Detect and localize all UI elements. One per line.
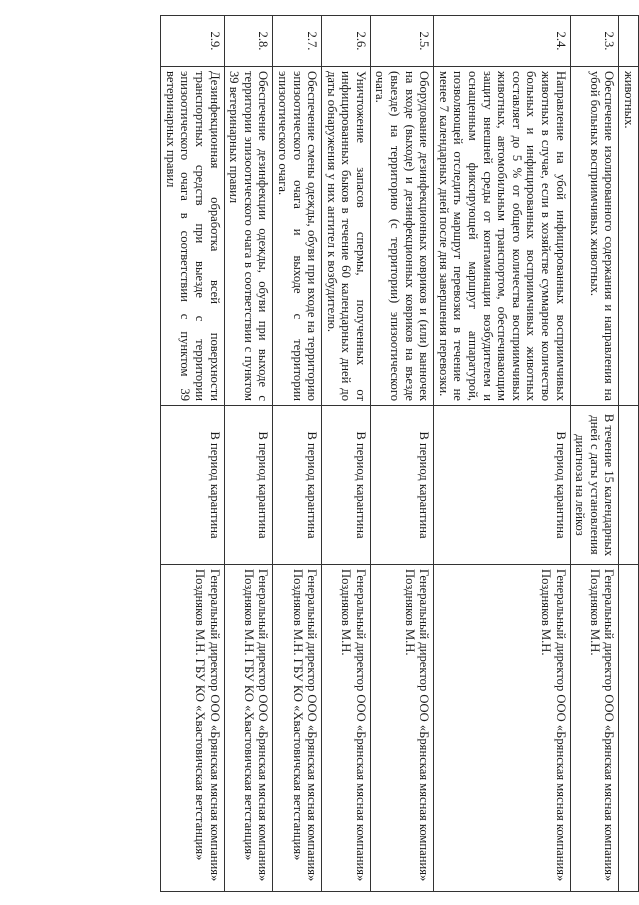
term-text: В течение 15 календарных дней с даты установления диагноза на лейкоз <box>570 406 619 565</box>
row-number: 2.7. <box>273 16 322 67</box>
term-text <box>619 406 639 565</box>
responsible-text: Генеральный директор ООО «Брянская мясная компания» Поздняков М.Н. <box>570 565 619 892</box>
responsible-text: Генеральный директор ООО «Брянская мясная компания» Поздняков М.Н. ГБУ КО «Хвастовичская ветстанция» <box>161 565 224 892</box>
rotated-sheet <box>49 15 639 882</box>
term-text: В период карантина <box>161 406 224 565</box>
measure-text: Дезинфекционная обработка всей поверхности транспортных средств при выезде с территории эпизоотического очага в соответствии с пунктом 39 ветеринарных правил <box>161 67 224 406</box>
table-row <box>224 16 273 892</box>
row-number <box>619 16 639 67</box>
responsible-text <box>619 565 639 892</box>
table-row <box>322 16 371 892</box>
table-row <box>161 16 224 892</box>
table-row <box>619 16 639 892</box>
row-number: 2.6. <box>322 16 371 67</box>
term-text: В период карантина <box>322 406 371 565</box>
row-number: 2.3. <box>570 16 619 67</box>
measure-text: Обеспечение дезинфекции одежды, обуви при выходе с территории эпизоотического очага в соответствии с пунктом 39 ветеринарных правил <box>224 67 273 406</box>
term-text: В период карантина <box>224 406 273 565</box>
measure-text: животных. <box>619 67 639 406</box>
term-text: В период карантина <box>434 406 570 565</box>
table-row <box>570 16 619 892</box>
responsible-text: Генеральный директор ООО «Брянская мясная компания» Поздняков М.Н. ГБУ КО «Хвастовичская ветстанция» <box>224 565 273 892</box>
row-number: 2.4. <box>434 16 570 67</box>
measure-text: Обеспечение смены одежды, обуви при входе на территорию эпизоотического очага и выходе с территории эпизоотического очага. <box>273 67 322 406</box>
measure-text: Обеспечение изолированного содержания и направления на убой больных восприимчивых животных. <box>570 67 619 406</box>
row-number: 2.8. <box>224 16 273 67</box>
responsible-text: Генеральный директор ООО «Брянская мясная компания» Поздняков М.Н. <box>370 565 433 892</box>
measure-text: Уничтожение запасов спермы, полученных от инфицированных быков в течение 60 календарных дней до даты обнаружения у них антител к возбудителю. <box>322 67 371 406</box>
table-row <box>370 16 433 892</box>
measure-text: Оборудование дезинфекционных ковриков и (или) ванночек на входе (выходе) и дезинфекционных ковриков на въезде (выезде) на территорию (с территории) эпизоотического очага. <box>370 67 433 406</box>
responsible-text: Генеральный директор ООО «Брянская мясная компания» Поздняков М.Н. ГБУ КО «Хвастовичская ветстанция» <box>273 565 322 892</box>
term-text: В период карантина <box>273 406 322 565</box>
table-row <box>434 16 570 892</box>
measures-table <box>160 15 639 892</box>
measure-text: Направление на убой инфицированных восприимчивых животных в случае, если в хозяйстве суммарное количество больных и инфицированных восприимчивых животных составляет до 5 % от общего количества восприимчивых животных, автомобильным транспортом, обеспечивающим защиту внешней среды от контаминации возбудителем и оснащенным фиксирующей маршрут аппаратурой, позволяющей отследить маршрут перевозки в течение не менее 7 календарных дней после дня завершения перевозки. <box>434 67 570 406</box>
table-row <box>273 16 322 892</box>
term-text: В период карантина <box>370 406 433 565</box>
responsible-text: Генеральный директор ООО «Брянская мясная компания» Поздняков М.Н. <box>434 565 570 892</box>
row-number: 2.5. <box>370 16 433 67</box>
responsible-text: Генеральный директор ООО «Брянская мясная компания» Поздняков М.Н. <box>322 565 371 892</box>
row-number: 2.9. <box>161 16 224 67</box>
